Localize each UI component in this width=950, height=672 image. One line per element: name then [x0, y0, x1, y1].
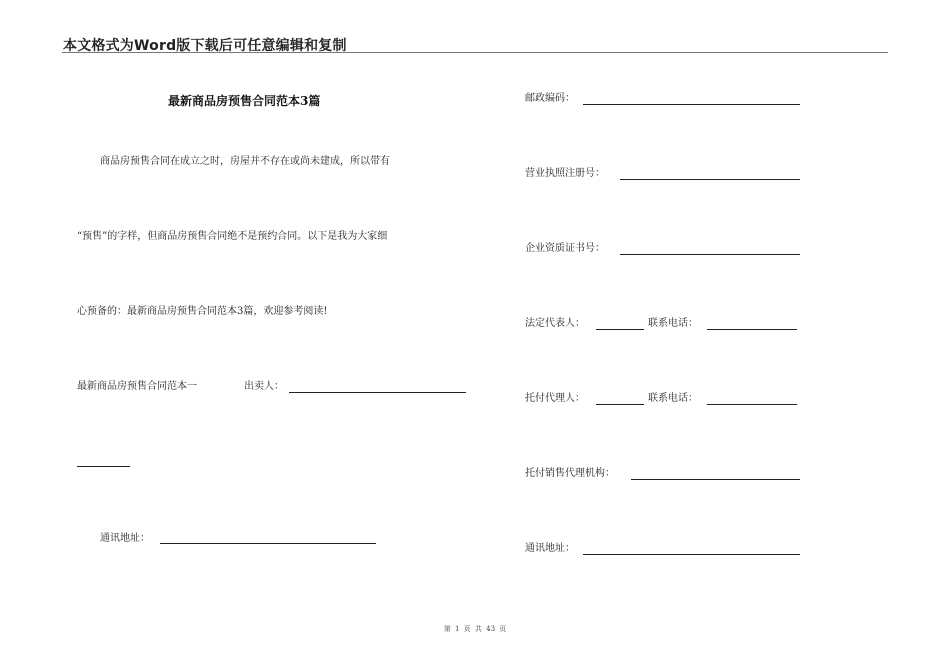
footer-page-number: 1 — [454, 625, 460, 633]
seller-blank-line-continued — [77, 466, 130, 467]
footer-page-word: 页 — [463, 625, 471, 633]
page-footer — [0, 624, 950, 634]
right-address-label: 通讯地址： — [525, 543, 575, 554]
paragraph-line-3: 心预备的：最新商品房预售合同范本3篇，欢迎参考阅读! — [77, 306, 328, 317]
entrusted-agent-label: 托付代理人： — [525, 393, 585, 404]
left-address-label: 通讯地址： — [100, 533, 150, 544]
business-license-blank-line — [620, 179, 800, 180]
business-license-label: 营业执照注册号： — [525, 168, 605, 179]
footer-total-word: 共 — [474, 625, 482, 633]
left-address-blank-line — [160, 543, 376, 544]
legal-representative-blank-line — [596, 329, 644, 330]
sales-agency-label: 托付销售代理机构： — [525, 468, 615, 479]
right-column — [475, 0, 950, 672]
seller-label: 出卖人： — [244, 381, 284, 392]
legal-representative-label: 法定代表人： — [525, 318, 585, 329]
paragraph-line-1: 商品房预售合同在成立之时，房屋并不存在或尚未建成，所以带有 — [100, 156, 390, 167]
footer-prefix: 第 — [443, 625, 451, 633]
qualification-cert-label: 企业资质证书号： — [525, 243, 605, 254]
sample-label: 最新商品房预售合同范本一 — [77, 381, 197, 392]
postal-code-label: 邮政编码： — [525, 93, 575, 104]
paragraph-line-2: “预售”的字样，但商品房预售合同绝不是预约合同。以下是我为大家细 — [77, 231, 388, 242]
qualification-cert-blank-line — [620, 254, 800, 255]
page-title: 最新商品房预售合同范本3篇 — [168, 94, 321, 108]
footer-suffix: 页 — [499, 625, 507, 633]
entrusted-agent-blank-line — [596, 404, 644, 405]
footer-total-pages: 43 — [486, 625, 496, 633]
phone-label-2: 联系电话： — [648, 393, 698, 404]
phone-blank-line-1 — [707, 329, 797, 330]
document-header: 本文格式为Word版下载后可任意编辑和复制 — [63, 38, 347, 54]
postal-code-blank-line — [583, 104, 800, 105]
right-address-blank-line — [583, 554, 800, 555]
seller-blank-line — [289, 392, 466, 393]
sales-agency-blank-line — [631, 479, 800, 480]
phone-label-1: 联系电话： — [648, 318, 698, 329]
phone-blank-line-2 — [707, 404, 797, 405]
